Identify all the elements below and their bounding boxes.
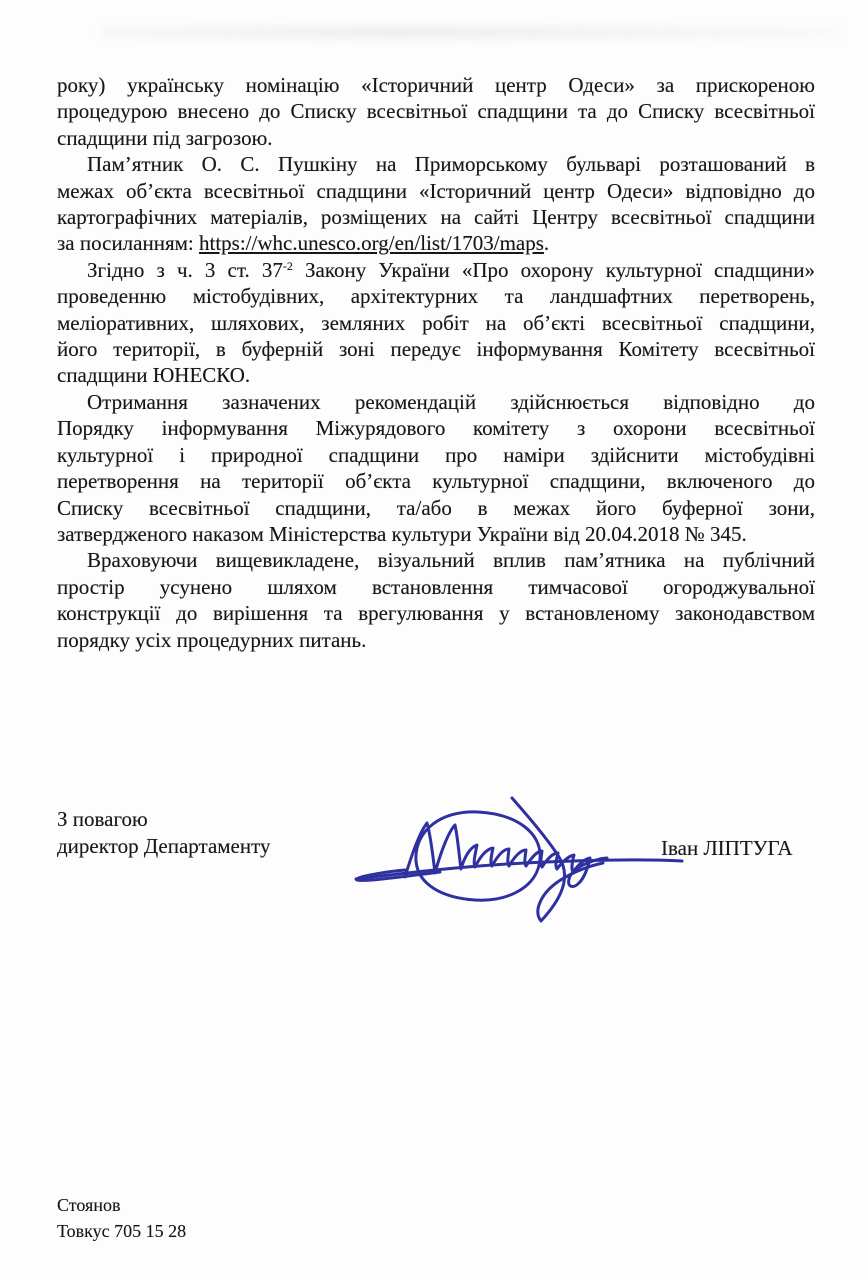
text-line: межах об’єкта всесвітньої спадщини «Історичний центр Одеси» відповідно до [57, 178, 815, 203]
text-line: перетворення на території об’єкта культурної спадщини, включеного до [57, 469, 815, 494]
unesco-maps-link[interactable]: https://whc.unesco.org/en/list/1703/maps [199, 231, 544, 256]
text-line: конструкції до вирішення та врегулювання у встановленому законодавством [57, 601, 815, 626]
handwritten-signature-icon [345, 793, 690, 938]
signoff-block [57, 806, 271, 860]
paragraph-1 [57, 72, 815, 151]
letter-body [57, 72, 815, 653]
executor-name: Стоянов [57, 1195, 121, 1215]
executor-phone: Товкус 705 15 28 [57, 1221, 187, 1241]
text-line: Порядку інформування Міжурядового комітету з охорони всесвітньої [57, 416, 815, 441]
paragraph-3 [57, 257, 815, 389]
closing-salutation: З повагою [57, 807, 148, 831]
text-line: Отримання зазначених рекомендацій здійснюється відповідно до [87, 389, 815, 414]
text-line: проведенню містобудівних, архітектурних та ландшафтних перетворень, [57, 284, 815, 309]
text-line: спадщини під загрозою. [57, 125, 273, 150]
text-line: Списку всесвітньої спадщини, та/або в межах його буферної зони, [57, 495, 815, 520]
scan-artifact [100, 26, 840, 39]
article-superscript: -2 [282, 258, 293, 273]
text-line: простір усунено шляхом встановлення тимчасової огороджувальної [57, 574, 815, 599]
text-line [57, 230, 815, 256]
signer-title: директор Департаменту [57, 834, 271, 858]
text-line: порядку усіх процедурних питань. [57, 627, 367, 652]
executor-footer [57, 1192, 186, 1244]
text-line: Враховуючи вищевикладене, візуальний вплив пам’ятника на публічний [87, 548, 815, 573]
law-reference: Згідно з ч. 3 ст. 37 [87, 257, 283, 282]
text-line: культурної і природної спадщини про наміри здійснити містобудівні [57, 442, 815, 467]
text-line: його території, в буферній зоні передує інформування Комітету всесвітньої [57, 337, 815, 362]
text-line: картографічних матеріалів, розміщених на сайті Центру всесвітньої спадщини [57, 205, 815, 230]
paragraph-5 [57, 547, 815, 653]
text-line: затвердженого наказом Міністерства культури України від 20.04.2018 № 345. [57, 521, 747, 546]
paragraph-2 [57, 151, 815, 257]
text-line: спадщини ЮНЕСКО. [57, 363, 251, 388]
text-line: процедурою внесено до Списку всесвітньої спадщини та до Списку всесвітньої [57, 99, 815, 124]
paragraph-4 [57, 389, 815, 547]
signer-name: Іван ЛІПТУГА [661, 836, 793, 860]
link-label: за посиланням: [57, 231, 199, 256]
sentence-period: . [543, 231, 550, 256]
text-line [57, 257, 815, 283]
law-title: Закону України «Про охорону культурної спадщини» [292, 257, 815, 282]
text-line: року) українську номінацію «Історичний центр Одеси» за прискореною [57, 73, 815, 97]
text-line: Пам’ятник О. С. Пушкіну на Приморському бульварі розташований в [87, 152, 815, 177]
text-line: меліоративних, шляхових, земляних робіт на об’єкті всесвітньої спадщини, [57, 310, 815, 335]
